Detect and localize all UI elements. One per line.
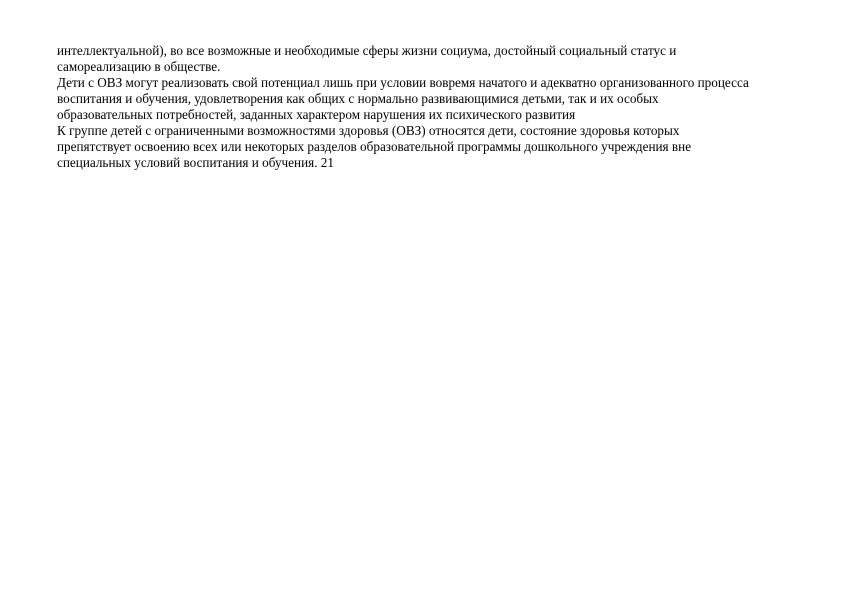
text-line: Дети с ОВЗ могут реализовать свой потенциал лишь при условии вовремя начатого и адекватно организованного процесса <box>57 75 749 90</box>
body-text <box>57 43 797 171</box>
text-line: специальных условий воспитания и обучения. 21 <box>57 155 334 170</box>
text-line: интеллектуальной), во все возможные и необходимые сферы жизни социума, достойный социальный статус и <box>57 43 677 58</box>
text-line: К группе детей с ограниченными возможностями здоровья (ОВЗ) относятся дети, состояние здоровья которых <box>57 123 680 138</box>
text-line: воспитания и обучения, удовлетворения как общих с нормально развивающимися детьми, так и их особых <box>57 91 659 106</box>
text-line: препятствует освоению всех или некоторых разделов образовательной программы дошкольного учреждения вне <box>57 139 692 154</box>
text-line: образовательных потребностей, заданных характером нарушения их психического развития <box>57 107 576 122</box>
text-line: самореализацию в обществе. <box>57 59 221 74</box>
